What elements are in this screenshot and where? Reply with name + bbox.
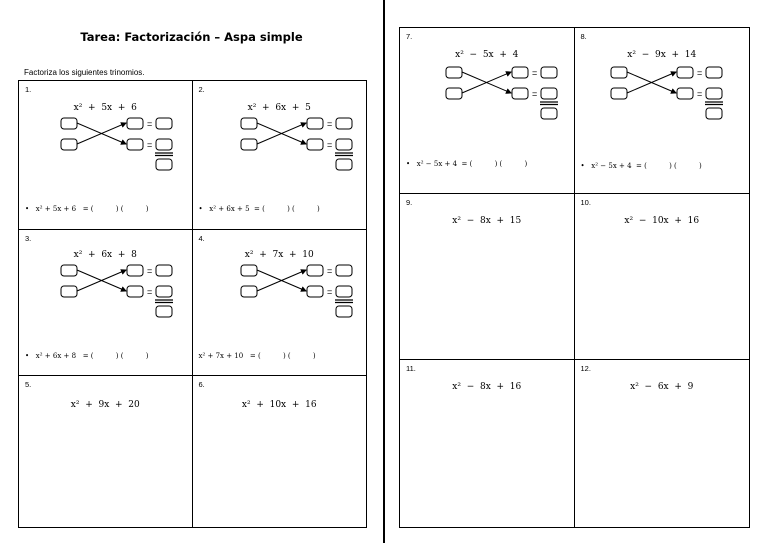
equals-sign: = — [147, 266, 153, 276]
left-top-factor-box — [446, 67, 462, 78]
sum-total-box — [336, 306, 352, 317]
problem-number: 5. — [25, 380, 32, 389]
problem-cell-12 — [575, 360, 750, 527]
trinomial-expression: x² + 10x + 16 — [241, 400, 317, 410]
left-bottom-factor-box — [611, 88, 627, 99]
cross-method-diagram — [59, 113, 179, 175]
product-result-box — [336, 118, 352, 129]
cross-method-diagram — [239, 260, 359, 322]
trinomial-expression: x² − 9x + 14 — [627, 50, 697, 60]
sum-total-box — [156, 306, 172, 317]
left-top-factor-box — [611, 67, 627, 78]
middle-top-factor-box — [127, 265, 143, 276]
equals-sign: = — [532, 68, 538, 78]
left-bottom-factor-box — [61, 139, 77, 150]
page-divider — [383, 0, 385, 543]
factorization-line: • x² + 6x + 5 = ( ) ( ) — [198, 205, 320, 213]
product-result-box — [541, 67, 557, 78]
problem-cell-9 — [400, 194, 575, 360]
trinomial-expression: x² − 8x + 16 — [452, 382, 522, 392]
problem-number: 11. — [406, 364, 416, 373]
middle-top-factor-box — [307, 265, 323, 276]
problem-number: 3. — [25, 234, 32, 243]
problem-cell-8 — [575, 28, 750, 194]
problem-cell-6 — [193, 376, 367, 527]
factorization-line: x² + 7x + 10 = ( ) ( ) — [198, 352, 316, 360]
equals-sign: = — [326, 287, 332, 297]
trinomial-expression: x² − 6x + 9 — [630, 382, 694, 392]
problem-number: 12. — [580, 364, 591, 373]
sum-total-box — [706, 108, 722, 119]
problem-cell-4 — [193, 230, 367, 376]
problem-number: 6. — [198, 380, 205, 389]
trinomial-expression: x² + 7x + 10 — [244, 250, 314, 260]
cross-method-diagram — [239, 113, 359, 175]
product-result-box — [156, 265, 172, 276]
factorization-line: • x² − 5x + 4 = ( ) ( ) — [580, 162, 702, 170]
trinomial-expression: x² − 10x + 16 — [624, 216, 700, 226]
problem-number: 9. — [406, 198, 413, 207]
equals-sign: = — [147, 140, 153, 150]
left-top-factor-box — [61, 118, 77, 129]
sum-total-box — [541, 108, 557, 119]
left-bottom-factor-box — [241, 286, 257, 297]
middle-bottom-factor-box — [127, 286, 143, 297]
equals-sign: = — [696, 68, 702, 78]
problem-cell-11 — [400, 360, 575, 527]
left-bottom-factor-box — [241, 139, 257, 150]
cross-method-diagram — [444, 62, 564, 124]
sum-partial-box — [336, 139, 352, 150]
middle-bottom-factor-box — [127, 139, 143, 150]
problem-cell-2 — [193, 81, 367, 230]
left-top-factor-box — [241, 118, 257, 129]
sum-total-box — [336, 159, 352, 170]
sum-partial-box — [541, 88, 557, 99]
left-bottom-factor-box — [61, 286, 77, 297]
problem-number: 10. — [580, 198, 591, 207]
middle-bottom-factor-box — [307, 139, 323, 150]
factorization-line: • x² − 5x + 4 = ( ) ( ) — [406, 160, 528, 168]
middle-top-factor-box — [127, 118, 143, 129]
left-top-factor-box — [61, 265, 77, 276]
equals-sign: = — [326, 119, 332, 129]
trinomial-expression: x² + 6x + 5 — [247, 103, 311, 113]
problem-number: 2. — [198, 85, 205, 94]
problem-cell-5 — [19, 376, 193, 527]
cross-method-diagram — [59, 260, 179, 322]
sum-partial-box — [156, 139, 172, 150]
product-result-box — [336, 265, 352, 276]
factorization-line: • x² + 6x + 8 = ( ) ( ) — [25, 352, 149, 360]
cross-method-diagram — [609, 62, 729, 124]
problem-number: 1. — [25, 85, 32, 94]
sum-partial-box — [706, 88, 722, 99]
sum-partial-box — [156, 286, 172, 297]
equals-sign: = — [326, 140, 332, 150]
page-title: Tarea: Factorización – Aspa simple — [80, 30, 303, 44]
equals-sign: = — [696, 89, 702, 99]
problem-cell-3 — [19, 230, 193, 376]
middle-bottom-factor-box — [677, 88, 693, 99]
trinomial-expression: x² + 9x + 20 — [70, 400, 140, 410]
middle-bottom-factor-box — [307, 286, 323, 297]
problem-cell-10 — [575, 194, 750, 360]
problem-number: 8. — [580, 32, 587, 41]
exercise-grid-right — [399, 27, 750, 528]
trinomial-expression: x² − 8x + 15 — [452, 216, 522, 226]
problem-cell-1 — [19, 81, 193, 230]
product-result-box — [156, 118, 172, 129]
problem-number: 4. — [198, 234, 205, 243]
instructions: Factoriza los siguientes trinomios. — [24, 68, 145, 77]
problem-number: 7. — [406, 32, 413, 41]
middle-top-factor-box — [512, 67, 528, 78]
sum-total-box — [156, 159, 172, 170]
sum-partial-box — [336, 286, 352, 297]
problem-cell-7 — [400, 28, 575, 194]
left-bottom-factor-box — [446, 88, 462, 99]
trinomial-expression: x² − 5x + 4 — [455, 50, 519, 60]
middle-top-factor-box — [307, 118, 323, 129]
middle-top-factor-box — [677, 67, 693, 78]
trinomial-expression: x² + 6x + 8 — [73, 250, 137, 260]
left-top-factor-box — [241, 265, 257, 276]
middle-bottom-factor-box — [512, 88, 528, 99]
equals-sign: = — [532, 89, 538, 99]
trinomial-expression: x² + 5x + 6 — [73, 103, 137, 113]
factorization-line: • x² + 5x + 6 = ( ) ( ) — [25, 205, 149, 213]
equals-sign: = — [326, 266, 332, 276]
exercise-grid-left — [18, 80, 367, 528]
product-result-box — [706, 67, 722, 78]
equals-sign: = — [147, 119, 153, 129]
equals-sign: = — [147, 287, 153, 297]
